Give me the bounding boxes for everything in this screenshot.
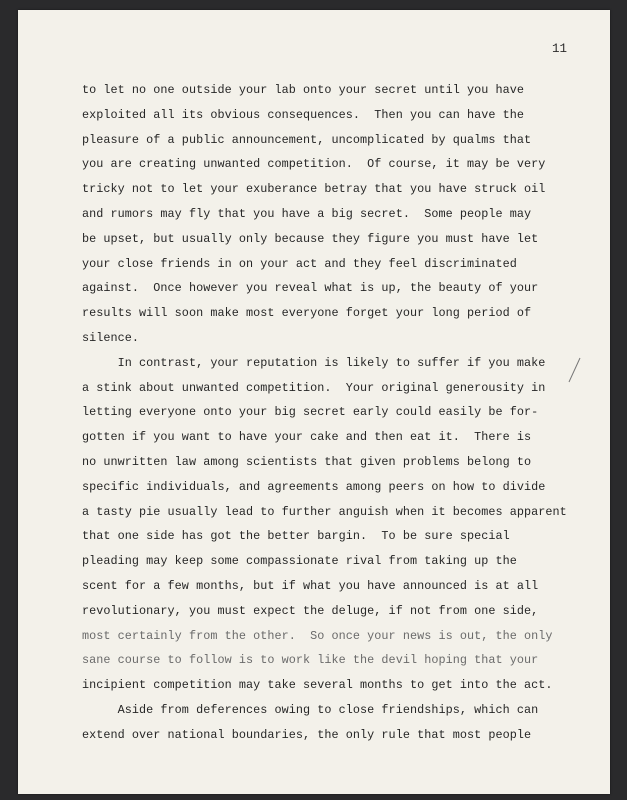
text-line: you are creating unwanted competition. Of course, it may be very xyxy=(82,157,546,172)
text-line: results will soon make most everyone forget your long period of xyxy=(82,306,532,321)
text-line: that one side has got the better bargin. To be sure special xyxy=(82,529,510,544)
text-line: against. Once however you reveal what is up, the beauty of your xyxy=(82,281,539,296)
text-line: a stink about unwanted competition. Your original generousity in xyxy=(82,380,546,395)
text-line: be upset, but usually only because they figure you must have let xyxy=(82,231,539,246)
text-line: a tasty pie usually lead to further anguish when it becomes apparent xyxy=(82,504,567,519)
text-line: scent for a few months, but if what you have announced is at all xyxy=(82,579,539,593)
text-line: and rumors may fly that you have a big secret. Some people may xyxy=(82,207,532,221)
text-line: to let no one outside your lab onto your secret until you have xyxy=(82,83,525,97)
page-number: 11 xyxy=(552,42,568,56)
text-line: revolutionary, you must expect the deluge, if not from one side, xyxy=(82,603,539,618)
text-line: extend over national boundaries, the only rule that most people xyxy=(82,727,532,742)
text-line: In contrast, your reputation is likely to suffer if you make xyxy=(82,355,546,370)
text-line: silence. xyxy=(82,331,140,345)
text-line: sane course to follow is to work like the devil hoping that your xyxy=(82,653,539,668)
text-line: letting everyone onto your big secret early could easily be for- xyxy=(82,405,539,420)
text-line: pleading may keep some compassionate rival from taking up the xyxy=(82,554,517,569)
text-line: specific individuals, and agreements among peers on how to divide xyxy=(82,479,546,494)
typewritten-page xyxy=(18,10,610,794)
margin-pencil-mark xyxy=(564,356,584,386)
text-line: pleasure of a public announcement, uncomplicated by qualms that xyxy=(82,132,532,147)
text-line: your close friends in on your act and they feel discriminated xyxy=(82,256,517,271)
text-line: gotten if you want to have your cake and then eat it. There is xyxy=(82,430,532,445)
text-line: tricky not to let your exuberance betray that you have struck oil xyxy=(82,182,546,197)
text-line: exploited all its obvious consequences. Then you can have the xyxy=(82,107,525,122)
text-line: Aside from deferences owing to close friendships, which can xyxy=(82,703,539,717)
text-line: no unwritten law among scientists that given problems belong to xyxy=(82,455,532,469)
text-line: most certainly from the other. So once your news is out, the only xyxy=(82,628,553,643)
text-line: incipient competition may take several months to get into the act. xyxy=(82,678,553,693)
